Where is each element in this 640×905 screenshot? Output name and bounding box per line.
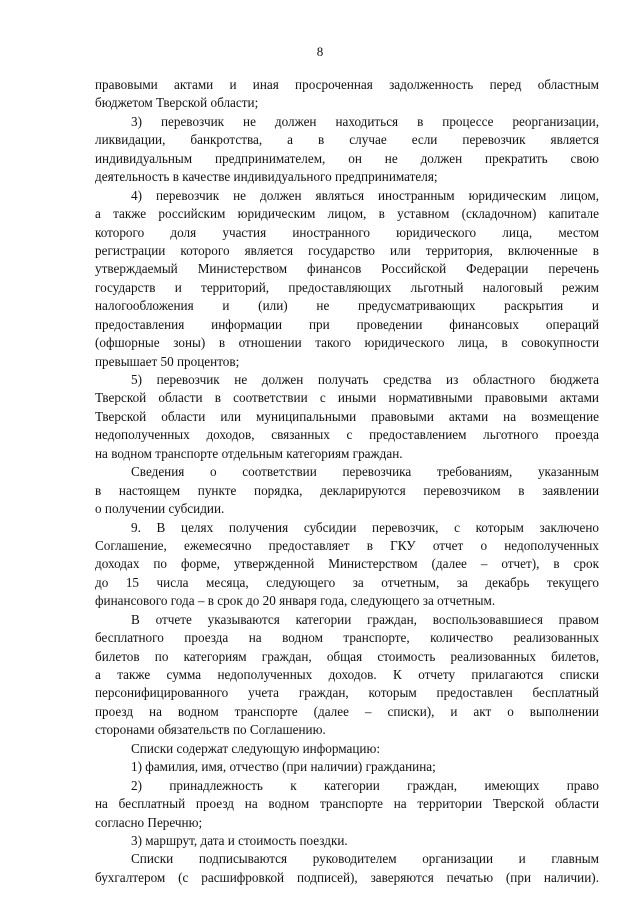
text-line: Сведения о соответствии перевозчика требованиям, указанным	[131, 464, 599, 480]
text-line: сторонами обязательств по Соглашению.	[95, 722, 326, 738]
text-line: бюджетом Тверской области;	[95, 95, 259, 111]
text-line: 5) перевозчик не должен получать средства из областного бюджета	[131, 372, 599, 387]
text-line: бесплатного проезда на водном транспорте, количество реализованных	[95, 630, 599, 646]
text-line: предоставления информации при проведении финансовых операций	[95, 316, 599, 332]
text-line: индивидуальным предпринимателем, он не должен прекратить свою	[95, 150, 599, 166]
text-line: Соглашение, ежемесячно предоставляет в ГКУ отчет о недополученных	[95, 537, 599, 553]
text-line: а также российским юридическим лицом, в уставном (складочном) капитале	[95, 206, 599, 222]
text-line: недополученных доходов, связанных с предоставлением льготного проезда	[95, 427, 599, 443]
text-line: о получении субсидии.	[95, 501, 225, 517]
text-line: бухгалтером (с расшифровкой подписей), заверяются печатью (при наличии).	[95, 869, 599, 885]
text-line: персонифицированного учета граждан, которым предоставлен бесплатный	[95, 685, 599, 701]
document-body	[95, 76, 599, 887]
text-line: регистрации которого является государство или территория, включенные в	[95, 242, 599, 258]
text-line: согласно Перечню;	[95, 814, 203, 830]
text-line: 2) принадлежность к категории граждан, имеющих право	[131, 777, 599, 793]
text-line: превышает 50 процентов;	[95, 353, 240, 369]
text-line: 4) перевозчик не должен являться иностранным юридическим лицом,	[131, 187, 599, 203]
text-line: а также сумма недополученных доходов. К отчету прилагаются списки	[95, 667, 599, 682]
text-line: Списки подписываются руководителем организации и главным	[131, 851, 599, 867]
text-line: Тверской области в соответствии с иными нормативными правовыми актами	[95, 390, 599, 406]
text-line: 9. В целях получения субсидии перевозчик, с которым заключено	[131, 519, 599, 535]
text-line: в настоящем пункте порядка, декларируются перевозчиком в заявлении	[95, 482, 599, 498]
text-line: доходах по форме, утвержденной Министерством (далее – отчет), в срок	[95, 556, 599, 572]
text-line: на водном транспорте отдельным категориям граждан.	[95, 445, 403, 461]
text-line: проезд на водном транспорте (далее – списки), и акт о выполнении	[95, 703, 599, 719]
text-line: В отчете указываются категории граждан, воспользовавшиеся правом	[131, 611, 599, 627]
text-line: до 15 числа месяца, следующего за отчетным, за декабрь текущего	[95, 574, 599, 590]
text-line: билетов по категориям граждан, общая стоимость реализованных билетов,	[95, 648, 599, 664]
text-line: на бесплатный проезд на водном транспорте на территории Тверской области	[95, 796, 599, 812]
text-line: (офшорные зоны) в отношении такого юридического лица, в совокупности	[95, 335, 599, 351]
page-number: 8	[316, 44, 324, 59]
text-line: ликвидации, банкротства, а в случае если перевозчик является	[95, 132, 599, 148]
text-line: Списки содержат следующую информацию:	[131, 740, 380, 756]
text-line: налогообложения и (или) не предусматривающих раскрытия и	[95, 298, 599, 314]
text-line: которого доля участия иностранного юридического лица, местом	[95, 224, 599, 240]
text-line: правовыми актами и иная просроченная задолженность перед областным	[95, 77, 599, 92]
text-line: деятельность в качестве индивидуального предпринимателя;	[95, 169, 438, 185]
text-line: Тверской области или муниципальными правовыми актами на возмещение	[95, 408, 599, 424]
text-line: финансового года – в срок до 20 января года, следующего за отчетным.	[95, 593, 496, 609]
text-line: государств и территорий, предоставляющих льготный налоговый режим	[95, 279, 599, 295]
text-line: утверждаемый Министерством финансов Российской Федерации перечень	[95, 261, 599, 277]
text-line: 1) фамилия, имя, отчество (при наличии) гражданина;	[131, 759, 436, 775]
text-line: 3) перевозчик не должен находиться в процессе реорганизации,	[131, 113, 599, 129]
text-line: 3) маршрут, дата и стоимость поездки.	[131, 832, 348, 848]
